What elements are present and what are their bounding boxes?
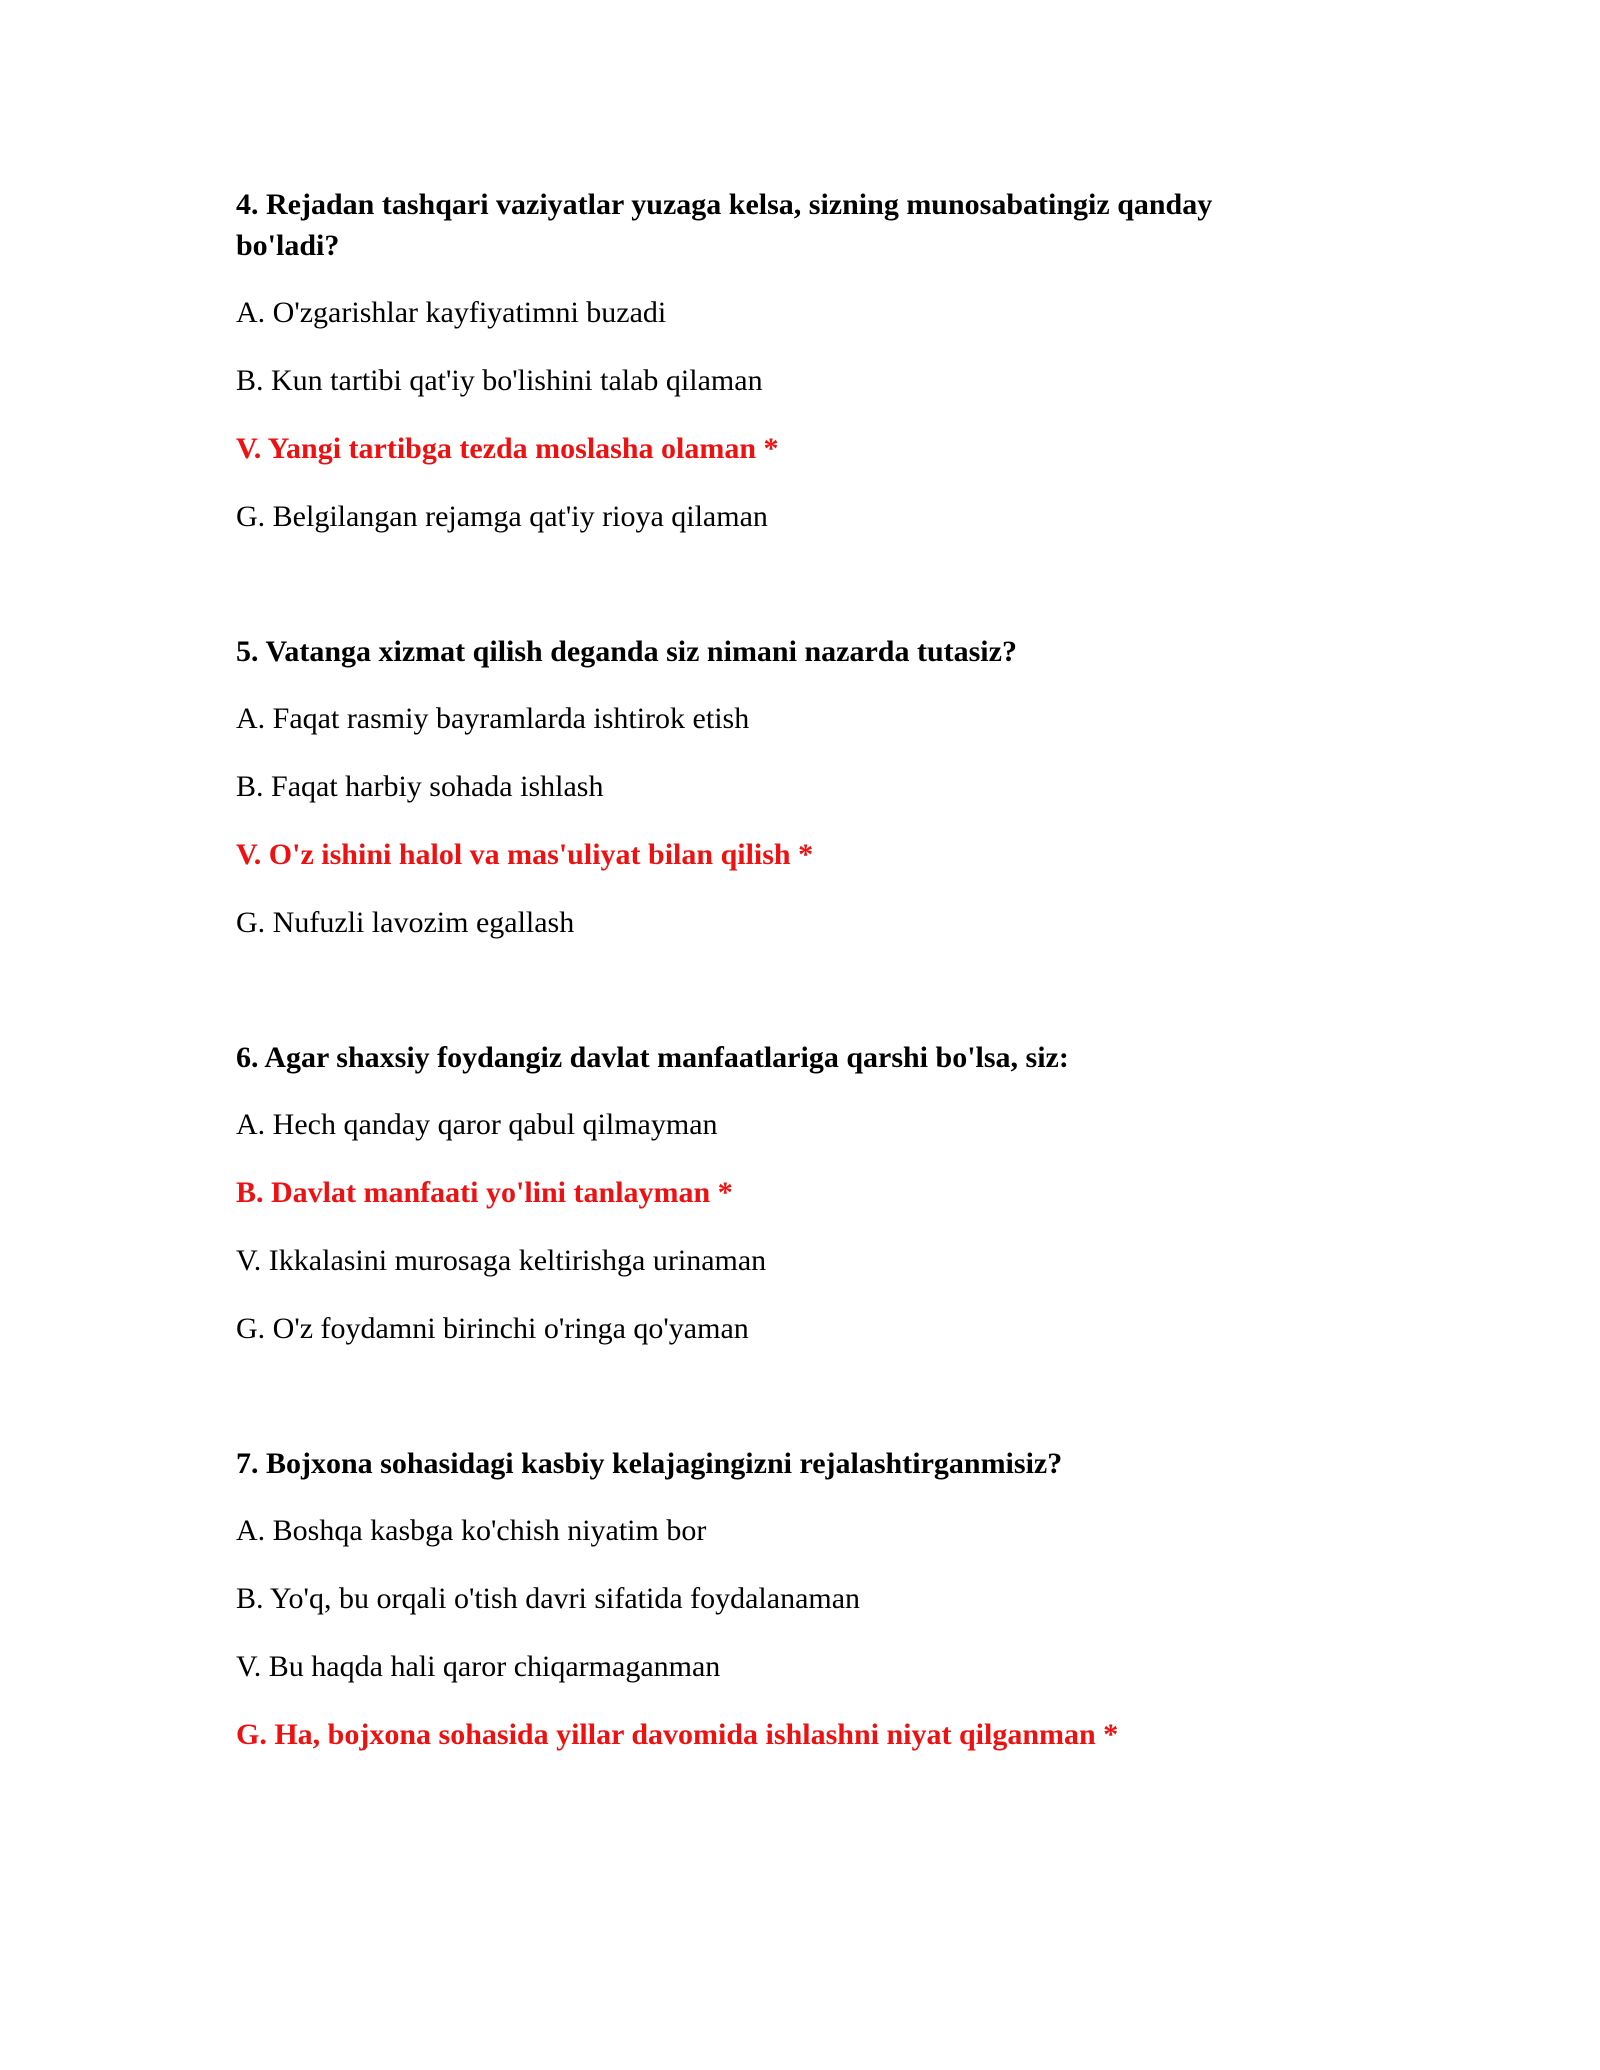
question-title: 4. Rejadan tashqari vaziyatlar yuzaga kelsa, sizning munosabatingiz qanday bo'ladi? xyxy=(236,188,1213,262)
question-title: 6. Agar shaxsiy foydangiz davlat manfaatlariga qarshi bo'lsa, siz: xyxy=(236,1041,1069,1074)
option-v: V. Bu haqda hali qaror chiqarmaganman xyxy=(236,1650,721,1683)
question-spacer xyxy=(236,970,1316,1037)
option-v-correct: V. Yangi tartibga tezda moslasha olaman * xyxy=(236,432,779,465)
question-6 xyxy=(236,1037,1316,1349)
option-a: A. Hech qanday qaror qabul qilmayman xyxy=(236,1108,718,1141)
option-g: G. Nufuzli lavozim egallash xyxy=(236,906,575,939)
option-a: A. Boshqa kasbga ko'chish niyatim bor xyxy=(236,1514,707,1547)
option-g: G. O'z foydamni birinchi o'ringa qo'yaman xyxy=(236,1312,749,1345)
option-b: B. Yo'q, bu orqali o'tish davri sifatida foydalanaman xyxy=(236,1582,861,1615)
quiz-content xyxy=(236,184,1316,1782)
question-7 xyxy=(236,1443,1316,1755)
question-5 xyxy=(236,631,1316,943)
option-g-correct: G. Ha, bojxona sohasida yillar davomida ishlashni niyat qilganman * xyxy=(236,1718,1119,1751)
option-v: V. Ikkalasini murosaga keltirishga urinaman xyxy=(236,1244,767,1277)
option-a: A. Faqat rasmiy bayramlarda ishtirok etish xyxy=(236,702,750,735)
question-title: 7. Bojxona sohasidagi kasbiy kelajagingizni rejalashtirganmisiz? xyxy=(236,1447,1063,1480)
question-spacer xyxy=(236,1376,1316,1443)
option-g: G. Belgilangan rejamga qat'iy rioya qilaman xyxy=(236,500,768,533)
question-spacer xyxy=(236,564,1316,631)
option-a: A. O'zgarishlar kayfiyatimni buzadi xyxy=(236,296,667,329)
option-b: B. Faqat harbiy sohada ishlash xyxy=(236,770,604,803)
question-title: 5. Vatanga xizmat qilish deganda siz nimani nazarda tutasiz? xyxy=(236,635,1017,668)
option-v-correct: V. O'z ishini halol va mas'uliyat bilan qilish * xyxy=(236,838,814,871)
question-4 xyxy=(236,184,1316,537)
option-b: B. Kun tartibi qat'iy bo'lishini talab qilaman xyxy=(236,364,763,397)
option-b-correct: B. Davlat manfaati yo'lini tanlayman * xyxy=(236,1176,733,1209)
